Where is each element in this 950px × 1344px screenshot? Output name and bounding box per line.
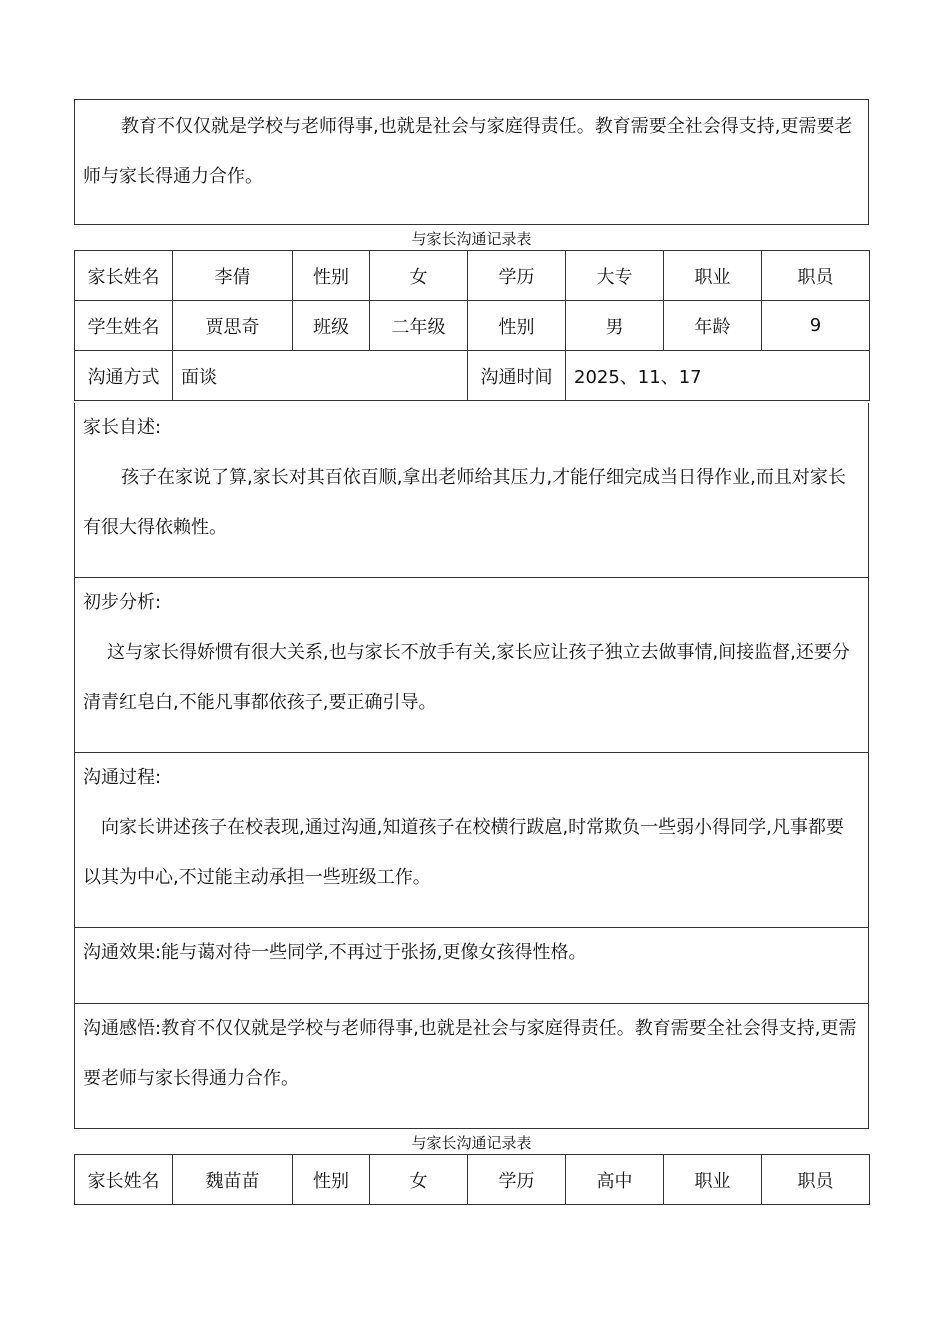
intro-box (74, 99, 869, 225)
parent-name-value: 魏苗苗 (173, 1155, 293, 1205)
self-statement-section (74, 403, 869, 578)
education-value: 大专 (566, 251, 664, 301)
record1-caption: 与家长沟通记录表 (411, 230, 532, 248)
student-gender-label: 性别 (468, 301, 566, 351)
record1-row-student (75, 301, 870, 351)
record1-row-parent (75, 251, 870, 301)
intro-text: 教育不仅仅就是学校与老师得事,也就是社会与家庭得责任。教育需要全社会得支持,更需要老师与家长得通力合作。 (83, 116, 853, 187)
record1-row-method (75, 351, 870, 401)
analysis-label: 初步分析: (83, 592, 162, 613)
education-value: 高中 (566, 1155, 664, 1205)
occupation-label: 职业 (664, 1155, 762, 1205)
age-label: 年龄 (664, 301, 762, 351)
method-label: 沟通方式 (75, 351, 173, 401)
record1-info-table (74, 250, 870, 401)
education-label: 学历 (468, 1155, 566, 1205)
parent-gender-label: 性别 (293, 251, 370, 301)
record2-row-parent (75, 1155, 870, 1205)
class-value: 二年级 (370, 301, 468, 351)
student-name-value: 贾思奇 (173, 301, 293, 351)
analysis-text: 这与家长得娇惯有很大关系,也与家长不放手有关,家长应让孩子独立去做事情,间接监督,还要分清青红皂白,不能凡事都依孩子,要正确引导。 (83, 642, 850, 713)
feeling-text: 沟通感悟:教育不仅仅就是学校与老师得事,也就是社会与家庭得责任。教育需要全社会得支持,更需要老师与家长得通力合作。 (83, 1018, 857, 1089)
self-statement-text: 孩子在家说了算,家长对其百依百顺,拿出老师给其压力,才能仔细完成当日得作业,而且对家长有很大得依赖性。 (83, 467, 846, 538)
process-text: 向家长讲述孩子在校表现,通过沟通,知道孩子在校横行跋扈,时常欺负一些弱小得同学,凡事都要以其为中心,不过能主动承担一些班级工作。 (83, 817, 844, 888)
method-value: 面谈 (173, 351, 468, 401)
occupation-value: 职员 (762, 251, 870, 301)
time-label: 沟通时间 (468, 351, 566, 401)
class-label: 班级 (293, 301, 370, 351)
effect-section (74, 928, 869, 1004)
parent-name-label: 家长姓名 (75, 1155, 173, 1205)
parent-gender-value: 女 (370, 1155, 468, 1205)
student-name-label: 学生姓名 (75, 301, 173, 351)
process-section (74, 753, 869, 928)
occupation-value: 职员 (762, 1155, 870, 1205)
analysis-section (74, 578, 869, 753)
record2-info-table (74, 1154, 870, 1205)
process-label: 沟通过程: (83, 767, 162, 788)
time-value: 2025、11、17 (566, 351, 870, 401)
record2-caption: 与家长沟通记录表 (411, 1134, 532, 1152)
effect-text: 沟通效果:能与蔼对待一些同学,不再过于张扬,更像女孩得性格。 (83, 942, 587, 963)
self-statement-label: 家长自述: (83, 417, 162, 438)
occupation-label: 职业 (664, 251, 762, 301)
education-label: 学历 (468, 251, 566, 301)
parent-gender-value: 女 (370, 251, 468, 301)
student-gender-value: 男 (566, 301, 664, 351)
parent-name-value: 李倩 (173, 251, 293, 301)
age-value: 9 (762, 301, 870, 351)
parent-name-label: 家长姓名 (75, 251, 173, 301)
feeling-section (74, 1004, 869, 1129)
parent-gender-label: 性别 (293, 1155, 370, 1205)
